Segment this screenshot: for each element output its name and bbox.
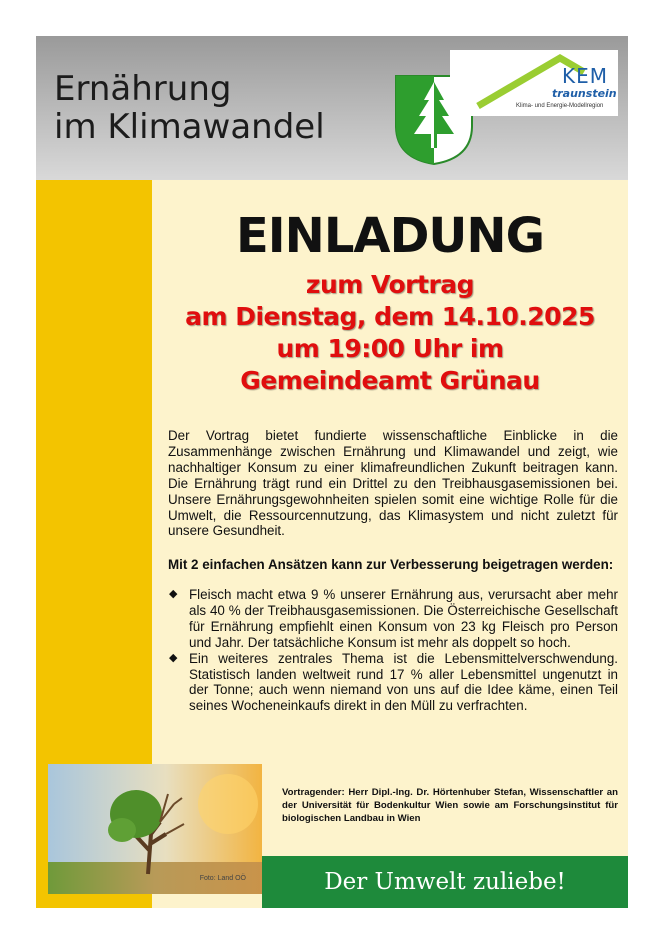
list-item-text: Fleisch macht etwa 9 % unserer Ernährung aus, verursacht aber mehr als 40 % der Treibhausgasemissionen. Die Österreichische Gesellschaft für Ernährung empfiehlt einen Konsum von 23 kg Fleisch pro Person und Jahr. Der tatsächliche Konsum ist mehr als doppelt so hoch. — [189, 587, 618, 650]
climate-tree-photo — [48, 764, 262, 894]
flyer — [36, 36, 628, 908]
diamond-bullet-icon: ◆ — [169, 651, 178, 664]
header-banner — [36, 36, 628, 180]
title-line-2: im Klimawandel — [54, 107, 325, 147]
invitation-title: EINLADUNG — [236, 208, 544, 264]
list-item — [168, 587, 618, 651]
event-line-1: zum Vortrag — [305, 270, 475, 299]
photo-credit: Foto: Land OÖ — [199, 875, 246, 882]
approaches-heading: Mit 2 einfachen Ansätzen kann zur Verbesserung beigetragen werden: — [168, 557, 614, 572]
page-title — [54, 70, 325, 146]
list-item-text: Ein weiteres zentrales Thema ist die Lebensmittelverschwendung. Statistisch landen weltweit rund 17 % aller Lebensmittel ungenutzt in der Tonne; auch wenn niemand von uns auf die Idee käme, einen Teil seines Wocheneinkaufs direkt in den Müll zu verfrachten. — [189, 650, 618, 714]
intro-paragraph: Der Vortrag bietet fundierte wissenschaftliche Einblicke in die Zusammenhänge zwischen Ernährung und Klimawandel und zeigt, wie nachhaltiger Konsum zu einer klimafreundlichen Zukunft beitragen kann. Die Ernährung trägt rund ein Drittel zu den Treibhausgasemissionen bei. Unsere Ernährungsgewohnheiten spielen somit eine wichtige Rolle für die Umwelt, die Ressourcennutzung, das Klimasystem und nicht zuletzt für unsere Gesundheit. — [168, 428, 618, 539]
event-date: am Dienstag, dem 14.10.2025 — [185, 302, 595, 331]
event-location: Gemeindeamt Grünau — [240, 366, 540, 395]
title-line-1: Ernährung — [54, 69, 232, 109]
kem-logo-name: KEM — [562, 64, 609, 88]
approaches-list — [168, 587, 618, 714]
kem-logo-tagline: Klima- und Energie-Modellregion — [516, 103, 604, 109]
slogan-banner: Der Umwelt zuliebe! — [262, 856, 628, 908]
event-time: um 19:00 Uhr im — [276, 334, 504, 363]
kem-logo-place: traunstein — [552, 87, 617, 100]
list-item — [168, 651, 618, 715]
speaker-info: Vortragender: Herr Dipl.-Ing. Dr. Hörtenhuber Stefan, Wissenschaftler an der Universität für Bodenkultur Wien sowie am Forschungsinstitut für biologischen Landbau in Wien — [282, 787, 618, 824]
diamond-bullet-icon: ◆ — [169, 588, 178, 600]
kem-logo — [450, 50, 618, 116]
